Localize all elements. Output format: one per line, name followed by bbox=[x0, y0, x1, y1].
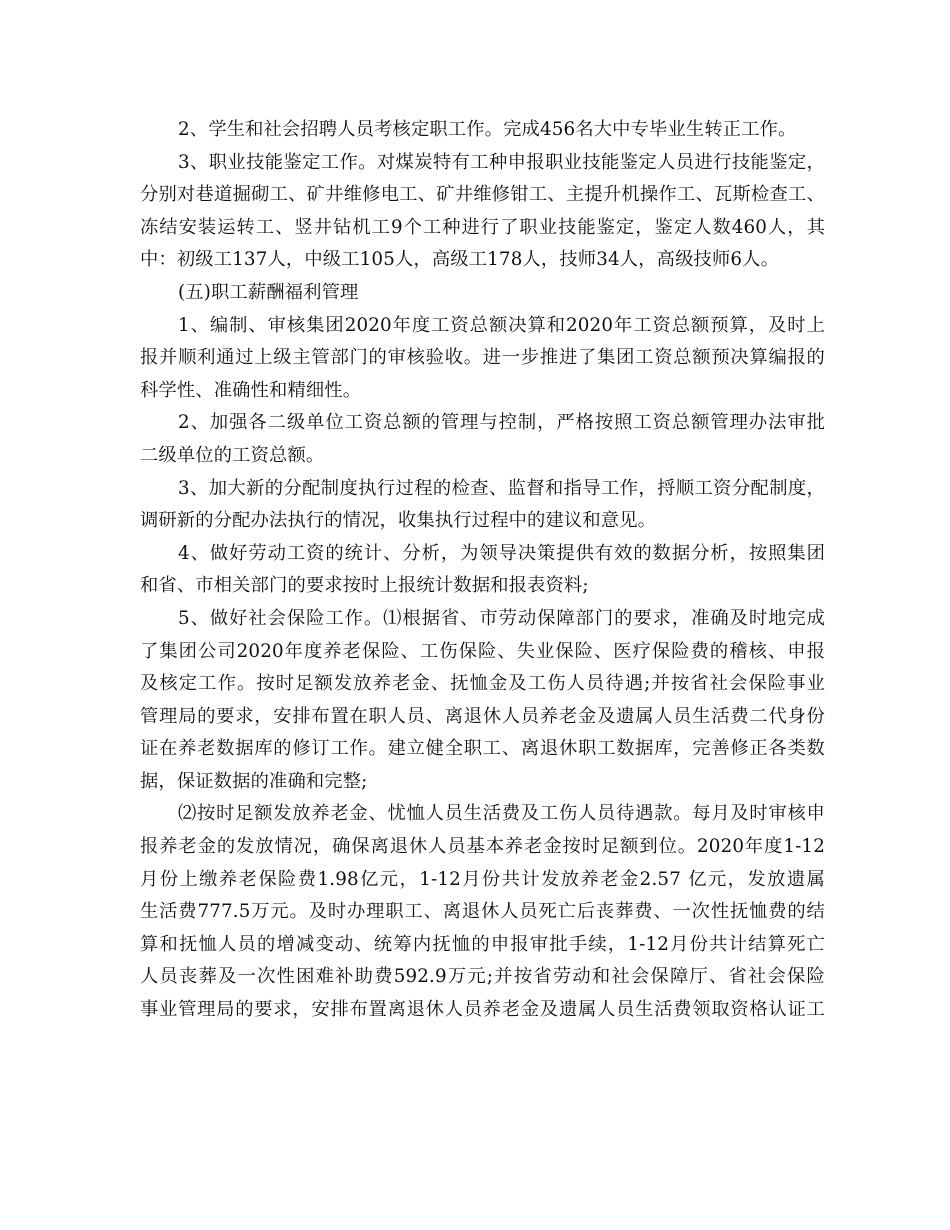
text-line: 生活费777.5万元。及时办理职工、离退休人员死亡后丧葬费、一次性抚恤费的结 bbox=[140, 901, 825, 923]
text-line: ⑵按时足额发放养老金、忧恤人员生活费及工伤人员待遇款。每月及时审核申 bbox=[178, 803, 825, 825]
text-line: 分别对巷道掘砌工、矿井维修电工、矿井维修钳工、主提升机操作工、瓦斯检查工、 bbox=[140, 184, 825, 206]
text-line: 了集团公司2020年度养老保险、工伤保险、失业保险、医疗保险费的稽核、申报 bbox=[140, 640, 825, 662]
text-line: 2、学生和社会招聘人员考核定职工作。完成456名大中专毕业生转正工作。 bbox=[178, 119, 797, 140]
paragraph-skill-appraisal bbox=[140, 147, 825, 277]
text-line: 5、做好社会保险工作。⑴根据省、市劳动保障部门的要求，准确及时地完成 bbox=[178, 607, 825, 629]
text-line: 报养老金的发放情况，确保离退休人员基本养老金按时足额到位。2020年度1-12 bbox=[140, 836, 825, 858]
section-heading-salary-welfare bbox=[140, 277, 825, 310]
text-line: 据，保证数据的准确和完整; bbox=[140, 770, 368, 792]
text-line: 3、加大新的分配制度执行过程的检查、监督和指导工作，捋顺工资分配制度， bbox=[178, 477, 825, 499]
text-line: 冻结安装运转工、竖井钻机工9个工种进行了职业技能鉴定，鉴定人数460人，其 bbox=[140, 216, 825, 238]
paragraph-student-recruitment bbox=[140, 114, 825, 147]
text-line: 二级单位的工资总额。 bbox=[140, 444, 325, 466]
document-body bbox=[140, 114, 825, 1027]
paragraph-pension-payment bbox=[140, 798, 825, 1026]
text-line: 和省、市相关部门的要求按时上报统计数据和报表资料; bbox=[140, 575, 589, 597]
text-line: 报并顺利通过上级主管部门的审核验收。进一步推进了集团工资总额预决算编报的 bbox=[140, 347, 825, 369]
text-line: 事业管理局的要求，安排布置离退休人员养老金及遗属人员生活费领取资格认证工 bbox=[140, 999, 825, 1021]
paragraph-social-insurance bbox=[140, 603, 825, 799]
text-line: 4、做好劳动工资的统计、分析，为领导决策提供有效的数据分析，按照集团 bbox=[178, 542, 825, 564]
text-line: 管理局的要求，安排布置在职人员、离退休人员养老金及遗属人员生活费二代身份 bbox=[140, 705, 825, 727]
text-line: 证在养老数据库的修订工作。建立健全职工、离退休职工数据库，完善修正各类数 bbox=[140, 738, 825, 760]
paragraph-labor-statistics bbox=[140, 538, 825, 603]
text-line: (五)职工薪酬福利管理 bbox=[178, 281, 359, 303]
text-line: 算和抚恤人员的增减变动、统筹内抚恤的申报审批手续，1-12月份共计结算死亡 bbox=[140, 933, 825, 955]
text-line: 调研新的分配办法执行的情况，收集执行过程中的建议和意见。 bbox=[140, 510, 657, 532]
text-line: 中：初级工137人，中级工105人，高级工178人，技师34人，高级技师6人。 bbox=[140, 249, 780, 271]
text-line: 2、加强各二级单位工资总额的管理与控制，严格按照工资总额管理办法审批 bbox=[178, 412, 825, 434]
text-line: 及核定工作。按时足额发放养老金、抚恤金及工伤人员待遇;并按省社会保险事业 bbox=[140, 673, 825, 695]
paragraph-wage-budget bbox=[140, 310, 825, 408]
paragraph-distribution-system bbox=[140, 473, 825, 538]
text-line: 3、职业技能鉴定工作。对煤炭特有工种申报职业技能鉴定人员进行技能鉴定， bbox=[178, 151, 825, 173]
text-line: 人员丧葬及一次性困难补助费592.9万元;并按省劳动和社会保障厅、省社会保险 bbox=[140, 966, 825, 988]
text-line: 科学性、准确性和精细性。 bbox=[140, 379, 362, 401]
text-line: 1、编制、审核集团2020年度工资总额决算和2020年工资总额预算，及时上 bbox=[178, 314, 825, 336]
text-line: 月份上缴养老保险费1.98亿元，1-12月份共计发放养老金2.57 亿元，发放遗属 bbox=[140, 868, 825, 890]
paragraph-secondary-unit-wages bbox=[140, 407, 825, 472]
